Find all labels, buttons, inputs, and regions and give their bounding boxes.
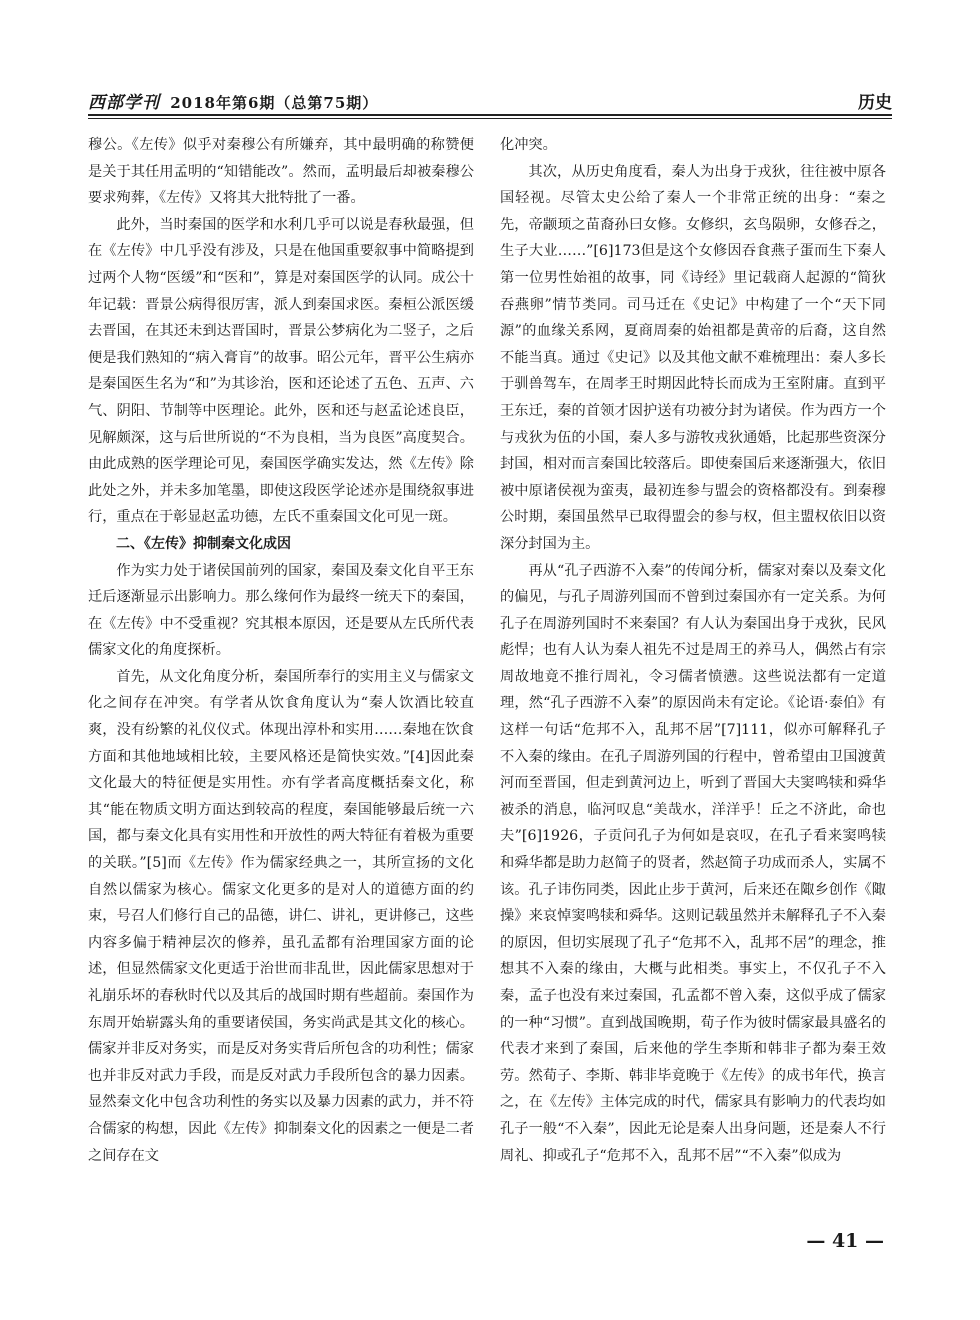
header-rule-thin bbox=[88, 118, 892, 119]
paragraph: 此外，当时秦国的医学和水利几乎可以说是春秋最强，但在《左传》中几乎没有涉及，只是在他国重要叙事中简略提到过两个人物“医缓”和“医和”，算是对秦国医学的认同。成公十年记载：晋景公病得很厉害，派人到秦国求医。秦桓公派医缓去晋国，在其还未到达晋国时，晋景公梦病化为二竖子，之后便是我们熟知的“病入膏肓”的故事。昭公元年，晋平公生病亦是秦国医生名为“和”为其诊治，医和还论述了五色、五声、六气、阴阳、节制等中医理论。此外，医和还与赵孟论述良臣，见解颇深，这与后世所说的“不为良相，当为良医”高度契合。由此成熟的医学理论可见，秦国医学确实发达，然《左传》除此处之外，并未多加笔墨，即使这段医学论述亦是围绕叙事进行，重点在于彰显赵孟功德，左氏不重秦国文化可见一斑。 bbox=[88, 216, 474, 526]
journal-name: 西部学刊 bbox=[88, 93, 160, 113]
paragraph: 化冲突。 bbox=[500, 137, 557, 153]
left-column bbox=[88, 132, 474, 1169]
header-rule-thick bbox=[88, 114, 892, 116]
paragraph: 再从“孔子西游不入秦”的传闻分析，儒家对秦以及秦文化的偏见，与孔子周游列国而不曾到过秦国亦有一定关系。为何孔子在周游列国时不来秦国？有人认为秦国出身于戎狄，民风彪悍；也有人认为秦人祖先不过是周王的养马人，偶然占有宗周故地竟不推行周礼，令习儒者愤懑。这些说法都有一定道理，然“孔子西游不入秦”的原因尚未有定论。《论语·泰伯》有这样一句话“危邦不入，乱邦不居”[7]111，似亦可解释孔子不入秦的缘由。在孔子周游列国的行程中，曾希望由卫国渡黄河而至晋国，但走到黄河边上，听到了晋国大夫窦鸣犊和舜华被杀的消息，临河叹息“美哉水，洋洋乎！丘之不济此，命也夫”[6]1926，子贡问孔子为何如是哀叹，在孔子看来窦鸣犊和舜华都是助力赵简子的贤者，然赵简子功成而杀人，实属不该。孔子讳伤同类，因此止步于黄河，后来还在陬乡创作《陬操》来哀悼窦鸣犊和舜华。这则记载虽然并未解释孔子不入秦的原因，但切实展现了孔子“危邦不入，乱邦不居”的理念，推想其不入秦的缘由，大概与此相类。事实上，不仅孔子不入秦，孟子也没有来过秦国，孔孟都不曾入秦，这似乎成了儒家的一种“习惯”。直到战国晚期，荀子作为彼时儒家最具盛名的代表才来到了秦国，后来他的学生李斯和韩非子都为秦王效劳。然荀子、李斯、韩非毕竟晚于《左传》的成书年代，换言之，在《左传》主体完成的时代，儒家具有影响力的代表均如孔子一般“不入秦”，因此无论是秦人出身问题，还是秦人不行周礼、抑或孔子“危邦不入，乱邦不居”“不入秦”似成为 bbox=[500, 562, 886, 1164]
running-header bbox=[88, 86, 892, 116]
section-title: 历史 bbox=[858, 93, 892, 113]
section-heading: 二、《左传》抑制秦文化成因 bbox=[116, 535, 291, 552]
journal-info bbox=[88, 88, 378, 113]
paragraph: 首先，从文化角度分析，秦国所奉行的实用主义与儒家文化之间存在冲突。有学者从饮食角度认为“秦人饮酒比较直爽，没有纷繁的礼仪仪式。体现出淳朴和实用……秦地在饮食方面和其他地域相比较，主要风格还是简快实效。”[4]因此秦文化最大的特征便是实用性。亦有学者高度概括秦文化，称其“能在物质文明方面达到较高的程度，秦国能够最后统一六国，都与秦文化具有实用性和开放性的两大特征有着极为重要的关联。”[5]而《左传》作为儒家经典之一，其所宣扬的文化自然以儒家为核心。儒家文化更多的是对人的道德方面的约束，号召人们修行自己的品德，讲仁、讲礼，更讲修己，这些内容多偏于精神层次的修养，虽孔孟都有治理国家方面的论述，但显然儒家文化更适于治世而非乱世，因此儒家思想对于礼崩乐坏的春秋时代以及其后的战国时期有些超前。秦国作为东周开始崭露头角的重要诸侯国，务实尚武是其文化的核心。儒家并非反对务实，而是反对务实背后所包含的功利性；儒家也并非反对武力手段，而是反对武力手段所包含的暴力因素。显然秦文化中包含功利性的务实以及暴力因素的武力，并不符合儒家的构想，因此《左传》抑制秦文化的因素之一便是二者之间存在文 bbox=[88, 668, 474, 1164]
paragraph: 作为实力处于诸侯国前列的国家，秦国及秦文化自平王东迁后逐渐显示出影响力。那么缘何作为最终一统天下的秦国，在《左传》中不受重视？究其根本原因，还是要从左氏所代表儒家文化的角度探析。 bbox=[88, 562, 474, 659]
issue-info: 2018年第6期（总第75期） bbox=[170, 94, 379, 112]
right-column bbox=[500, 132, 886, 1169]
paragraph: 穆公。《左传》似乎对秦穆公有所嫌弃，其中最明确的称赞便是关于其任用孟明的“知错能改”。然而，孟明最后却被秦穆公要求殉葬，《左传》又将其大批特批了一番。 bbox=[88, 137, 474, 207]
paragraph: 其次，从历史角度看，秦人为出身于戎狄，往往被中原各国轻视。尽管太史公给了秦人一个非常正统的出身：“秦之先，帝颛顼之苗裔孙曰女修。女修织，玄鸟陨卵，女修吞之，生子大业……”[6]173但是这个女修因吞食燕子蛋而生下秦人第一位男性始祖的故事，同《诗经》里记载商人起源的“简狄吞燕卵”情节类同。司马迁在《史记》中构建了一个“天下同源”的血缘关系网，夏商周秦的始祖都是黄帝的后裔，这自然不能当真。通过《史记》以及其他文献不难梳理出：秦人多长于驯兽驾车，在周孝王时期因此特长而成为王室附庸。直到平王东迁，秦的首领才因护送有功被分封为诸侯。作为西方一个与戎狄为伍的小国，秦人多与游牧戎狄通婚，比起那些资深分封国，相对而言秦国比较落后。即使秦国后来逐渐强大，依旧被中原诸侯视为蛮夷，最初连参与盟会的资格都没有。到秦穆公时期，秦国虽然早已取得盟会的参与权，但主盟权依旧以资深分封国为主。 bbox=[500, 163, 886, 552]
page-number: — 41 — bbox=[806, 1230, 884, 1252]
